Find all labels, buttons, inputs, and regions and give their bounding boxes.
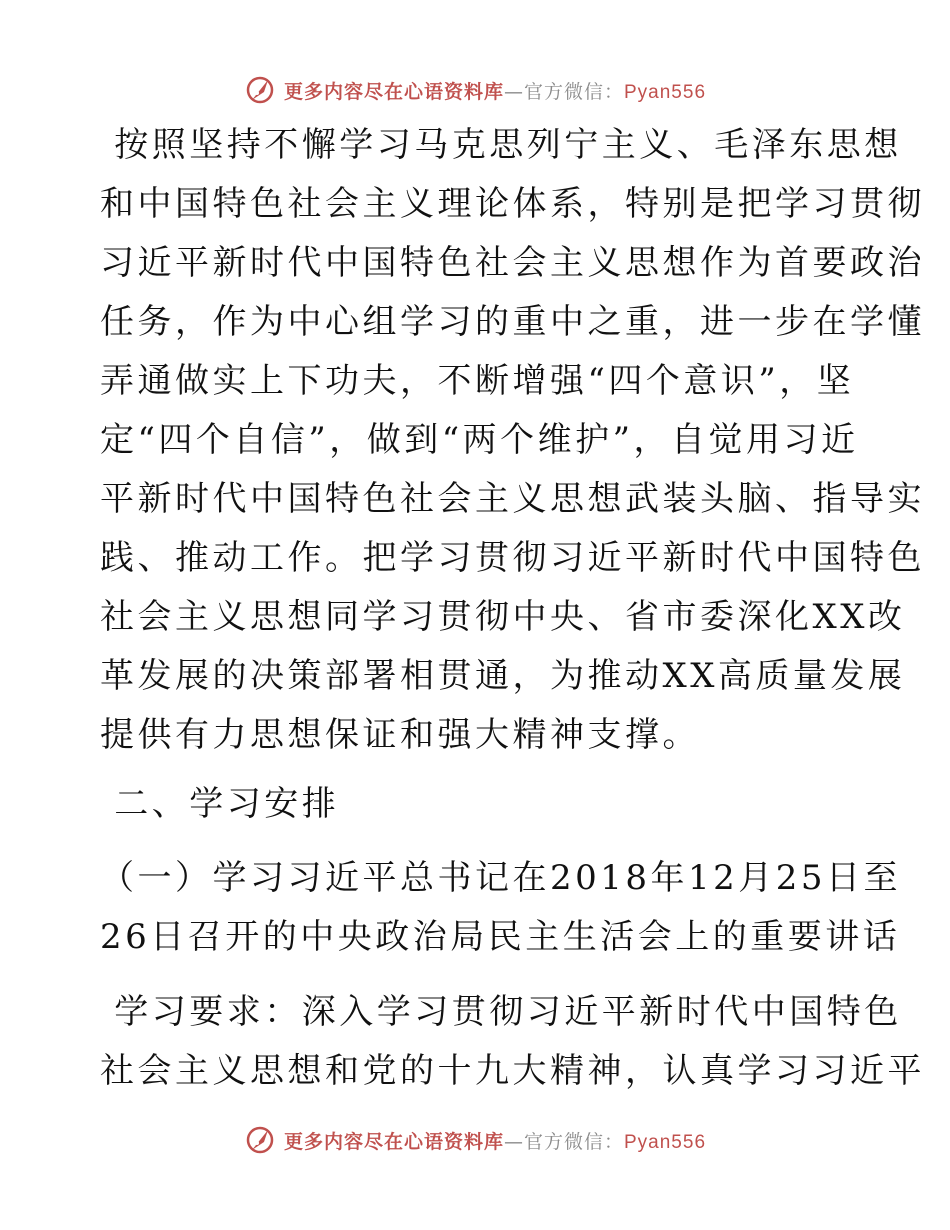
item-heading-line: 26日召开的中央政治局民主生活会上的重要讲话 [100, 917, 901, 957]
paragraph-line: 按照坚持不懈学习马克思列宁主义、毛泽东思想 [100, 125, 902, 165]
header-watermark-banner [0, 70, 950, 110]
quill-logo-icon [244, 74, 276, 106]
wechat-label: 官方微信： [523, 1130, 624, 1153]
watermark-text [284, 77, 706, 104]
requirement-line: 社会主义思想和党的十九大精神，认真学习习近平 [100, 1051, 925, 1091]
paragraph-line: 提供有力思想保证和强大精神支撑。 [100, 715, 700, 755]
footer-watermark-banner [0, 1120, 950, 1160]
brand-name: 更多内容尽在心语资料库 [283, 80, 504, 103]
wechat-id: Pyan556 [624, 1131, 707, 1153]
paragraph-line: 平新时代中国特色社会主义思想武装头脑、指导实 [100, 479, 925, 519]
quill-logo-icon [244, 1124, 276, 1156]
wechat-label: 官方微信： [523, 80, 624, 103]
paragraph-line: 社会主义思想同学习贯彻中央、省市委深化XX改 [100, 597, 906, 637]
watermark-text [284, 1127, 706, 1154]
requirement-line: 学习要求：深入学习贯彻习近平新时代中国特色 [100, 992, 902, 1032]
paragraph-line: 和中国特色社会主义理论体系，特别是把学习贯彻 [100, 184, 925, 224]
paragraph-line: 任务，作为中心组学习的重中之重，进一步在学懂 [100, 302, 925, 342]
paragraph-line: 践、推动工作。把学习贯彻习近平新时代中国特色 [100, 538, 925, 578]
paragraph-line: 习近平新时代中国特色社会主义思想作为首要政治 [100, 243, 925, 283]
paragraph-line: 定“四个自信”，做到“两个维护”，自觉用习近 [100, 420, 859, 460]
banner-dash: — [503, 80, 524, 103]
section-heading: 二、学习安排 [100, 784, 340, 824]
banner-dash: — [503, 1130, 524, 1153]
paragraph-line: 弄通做实上下功夫，不断增强“四个意识”，坚 [100, 361, 855, 401]
wechat-id: Pyan556 [624, 81, 707, 103]
brand-name: 更多内容尽在心语资料库 [283, 1130, 504, 1153]
item-heading-line: （一）学习习近平总书记在2018年12月25日至 [100, 858, 902, 898]
paragraph-line: 革发展的决策部署相贯通，为推动XX高质量发展 [100, 656, 906, 696]
